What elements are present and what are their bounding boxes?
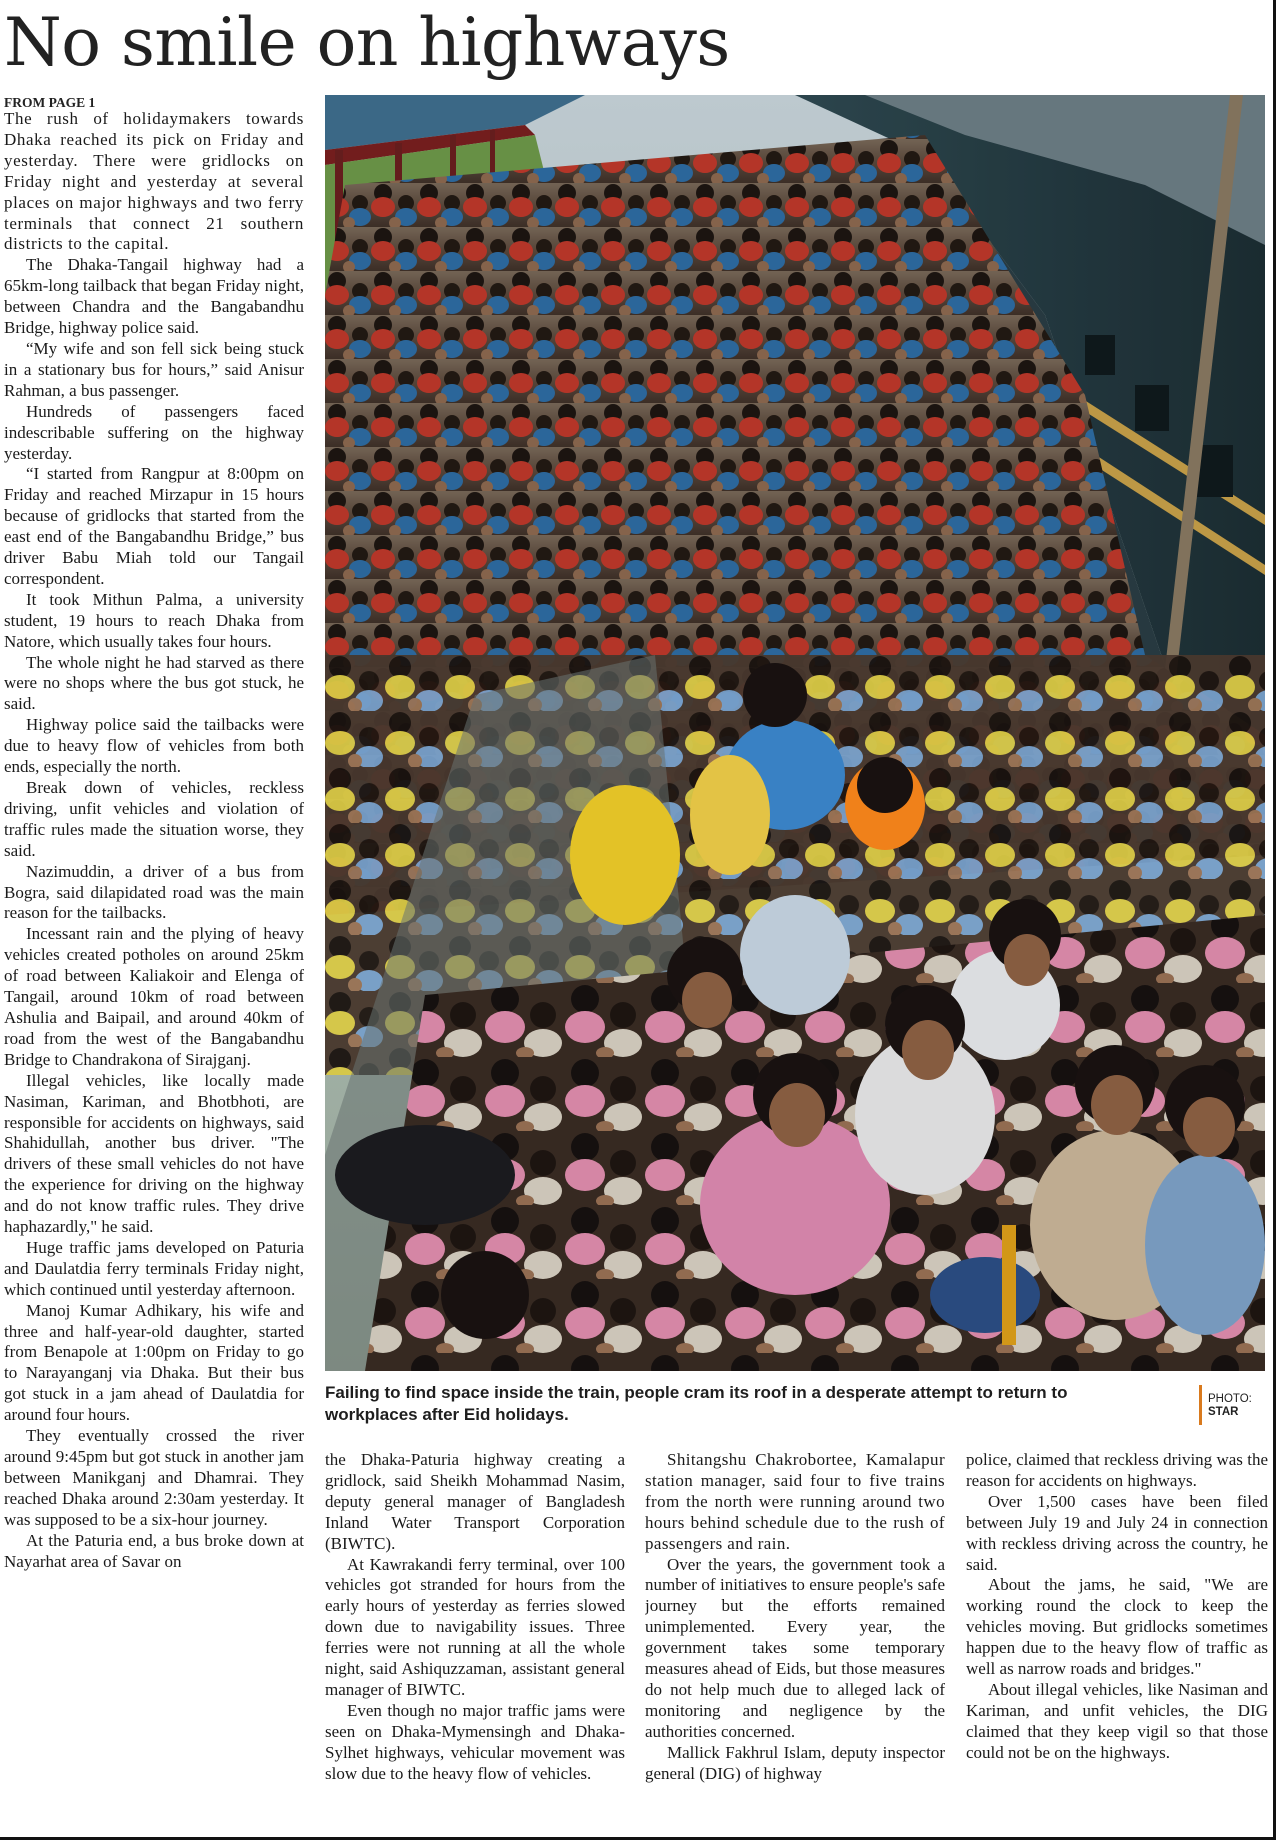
photo-credit-accent-bar <box>1199 1385 1202 1425</box>
paragraph: The rush of holidaymakers towards Dhaka reached its pick on Friday and yesterday. There were gridlocks on Friday night and yesterday at several places on major highways and two ferry terminals that connect 21 southern districts to the capital. <box>4 109 304 254</box>
paragraph: At Kawrakandi ferry terminal, over 100 vehicles got stranded for hours from the early hours of yesterday as ferries slowed down due to navigability issues. Three ferries were not running at all the whole night, said Ashiquzzaman, assistant general manager of BIWTC. <box>325 1554 625 1699</box>
paragraph: It took Mithun Palma, a university student, 19 hours to reach Dhaka from Natore, which usually takes four hours. <box>4 589 304 651</box>
paragraph: police, claimed that reckless driving was the reason for accidents on highways. <box>966 1450 1268 1490</box>
article-column-2 <box>325 1450 625 1838</box>
paragraph: Even though no major traffic jams were seen on Dhaka-Mymensingh and Dhaka-Sylhet highways, vehicular movement was slow due to the heavy flow of vehicles. <box>325 1700 625 1783</box>
paragraph: Shitangshu Chakrobortee, Kamalapur station manager, said four to five trains from the north were running around two hours behind schedule due to the rush of passengers and rain. <box>645 1450 945 1553</box>
paragraph: The whole night he had starved as there were no shops where the bus got stuck, he said. <box>4 652 304 714</box>
crowd-on-train-roof-photo-icon <box>325 95 1265 1371</box>
paragraph: Incessant rain and the plying of heavy vehicles created potholes on around 25km of road between Kaliakoir and Elenga of Tangail, around 10km of road between Ashulia and Baipail, and around 40km of road from the west of the Bangabandhu Bridge to Chandrakona of Sirajganj. <box>4 924 304 1069</box>
article-column-1 <box>4 109 304 1837</box>
article-column-3 <box>645 1450 945 1838</box>
paragraph: Manoj Kumar Adhikary, his wife and three and half-year-old daughter, started from Benapole at 1:00pm on Friday to go to Narayanganj via Dhaka. But their bus got stuck in a jam ahead of Daulatdia for around four hours. <box>4 1300 304 1425</box>
paragraph: Nazimuddin, a driver of a bus from Bogra, said dilapidated road was the main reason for the tailbacks. <box>4 861 304 923</box>
photo-credit-name: STAR <box>1208 1406 1239 1418</box>
article-column-4 <box>966 1450 1268 1838</box>
paragraph: Break down of vehicles, reckless driving, unfit vehicles and violation of traffic rules made the situation worse, they said. <box>4 778 304 860</box>
paragraph: Huge traffic jams developed on Paturia and Daulatdia ferry terminals Friday night, which continued until yesterday afternoon. <box>4 1237 304 1299</box>
paragraph: They eventually crossed the river around 9:45pm but got stuck in another jam between Manikganj and Dhamrai. They reached Dhaka around 2:30am yesterday. It was supposed to be a six-hour journey. <box>4 1426 304 1529</box>
paragraph: The Dhaka-Tangail highway had a 65km-long tailback that began Friday night, between Chandra and the Bangabandhu Bridge, highway police said. <box>4 255 304 338</box>
paragraph: Highway police said the tailbacks were due to heavy flow of vehicles from both ends, especially the north. <box>4 715 304 777</box>
paragraph: Over the years, the government took a number of initiatives to ensure people's safe journey but the efforts remained unimplemented. Every year, the government takes some temporary measures ahead of Eids, but those measures do not help much due to alleged lack of monitoring and negligence by the authorities concerned. <box>645 1554 945 1741</box>
photo-credit <box>1208 1393 1270 1419</box>
paragraph: “I started from Rangpur at 8:00pm on Friday and reached Mirzapur in 15 hours because of gridlocks that started from the east end of the Bangabandhu Bridge,” bus driver Babu Miah told our Tangail correspondent. <box>4 464 304 588</box>
paragraph: Illegal vehicles, like locally made Nasiman, Kariman, and Bhotbhoti, are responsible for accidents on highways, said Shahidullah, another bus driver. "The drivers of these small vehicles do not have the experience for driving on the highway and do not know traffic rules. They drive haphazardly," he said. <box>4 1070 304 1237</box>
paragraph: “My wife and son fell sick being stuck in a stationary bus for hours,” said Anisur Rahman, a bus passenger. <box>4 338 304 400</box>
paragraph: Over 1,500 cases have been filed between July 19 and July 24 in connection with reckless driving across the country, he said. <box>966 1491 1268 1574</box>
paragraph: At the Paturia end, a bus broke down at Nayarhat area of Savar on <box>4 1530 304 1571</box>
paragraph: the Dhaka-Paturia highway creating a gridlock, said Sheikh Mohammad Nasim, deputy general manager of Bangladesh Inland Water Transport Corporation (BIWTC). <box>325 1450 625 1553</box>
paragraph: About illegal vehicles, like Nasiman and Kariman, and unfit vehicles, the DIG claimed that they keep vigil so that those could not be on the highways. <box>966 1679 1268 1762</box>
paragraph: Hundreds of passengers faced indescribable suffering on the highway yesterday. <box>4 401 304 463</box>
photo-caption: Failing to find space inside the train, people cram its roof in a desperate attempt to return to workplaces after Eid holidays. <box>325 1383 1068 1424</box>
news-photo <box>325 95 1265 1371</box>
photo-credit-label: PHOTO: <box>1208 1393 1252 1405</box>
paragraph: Mallick Fakhrul Islam, deputy inspector general (DIG) of highway <box>645 1742 945 1783</box>
paragraph: About the jams, he said, "We are working round the clock to keep the vehicles moving. But gridlocks sometimes happen due to the heavy flow of traffic as well as narrow roads and bridges." <box>966 1575 1268 1679</box>
headline: No smile on highways <box>4 4 730 81</box>
continued-from-kicker: FROM PAGE 1 <box>4 95 96 110</box>
